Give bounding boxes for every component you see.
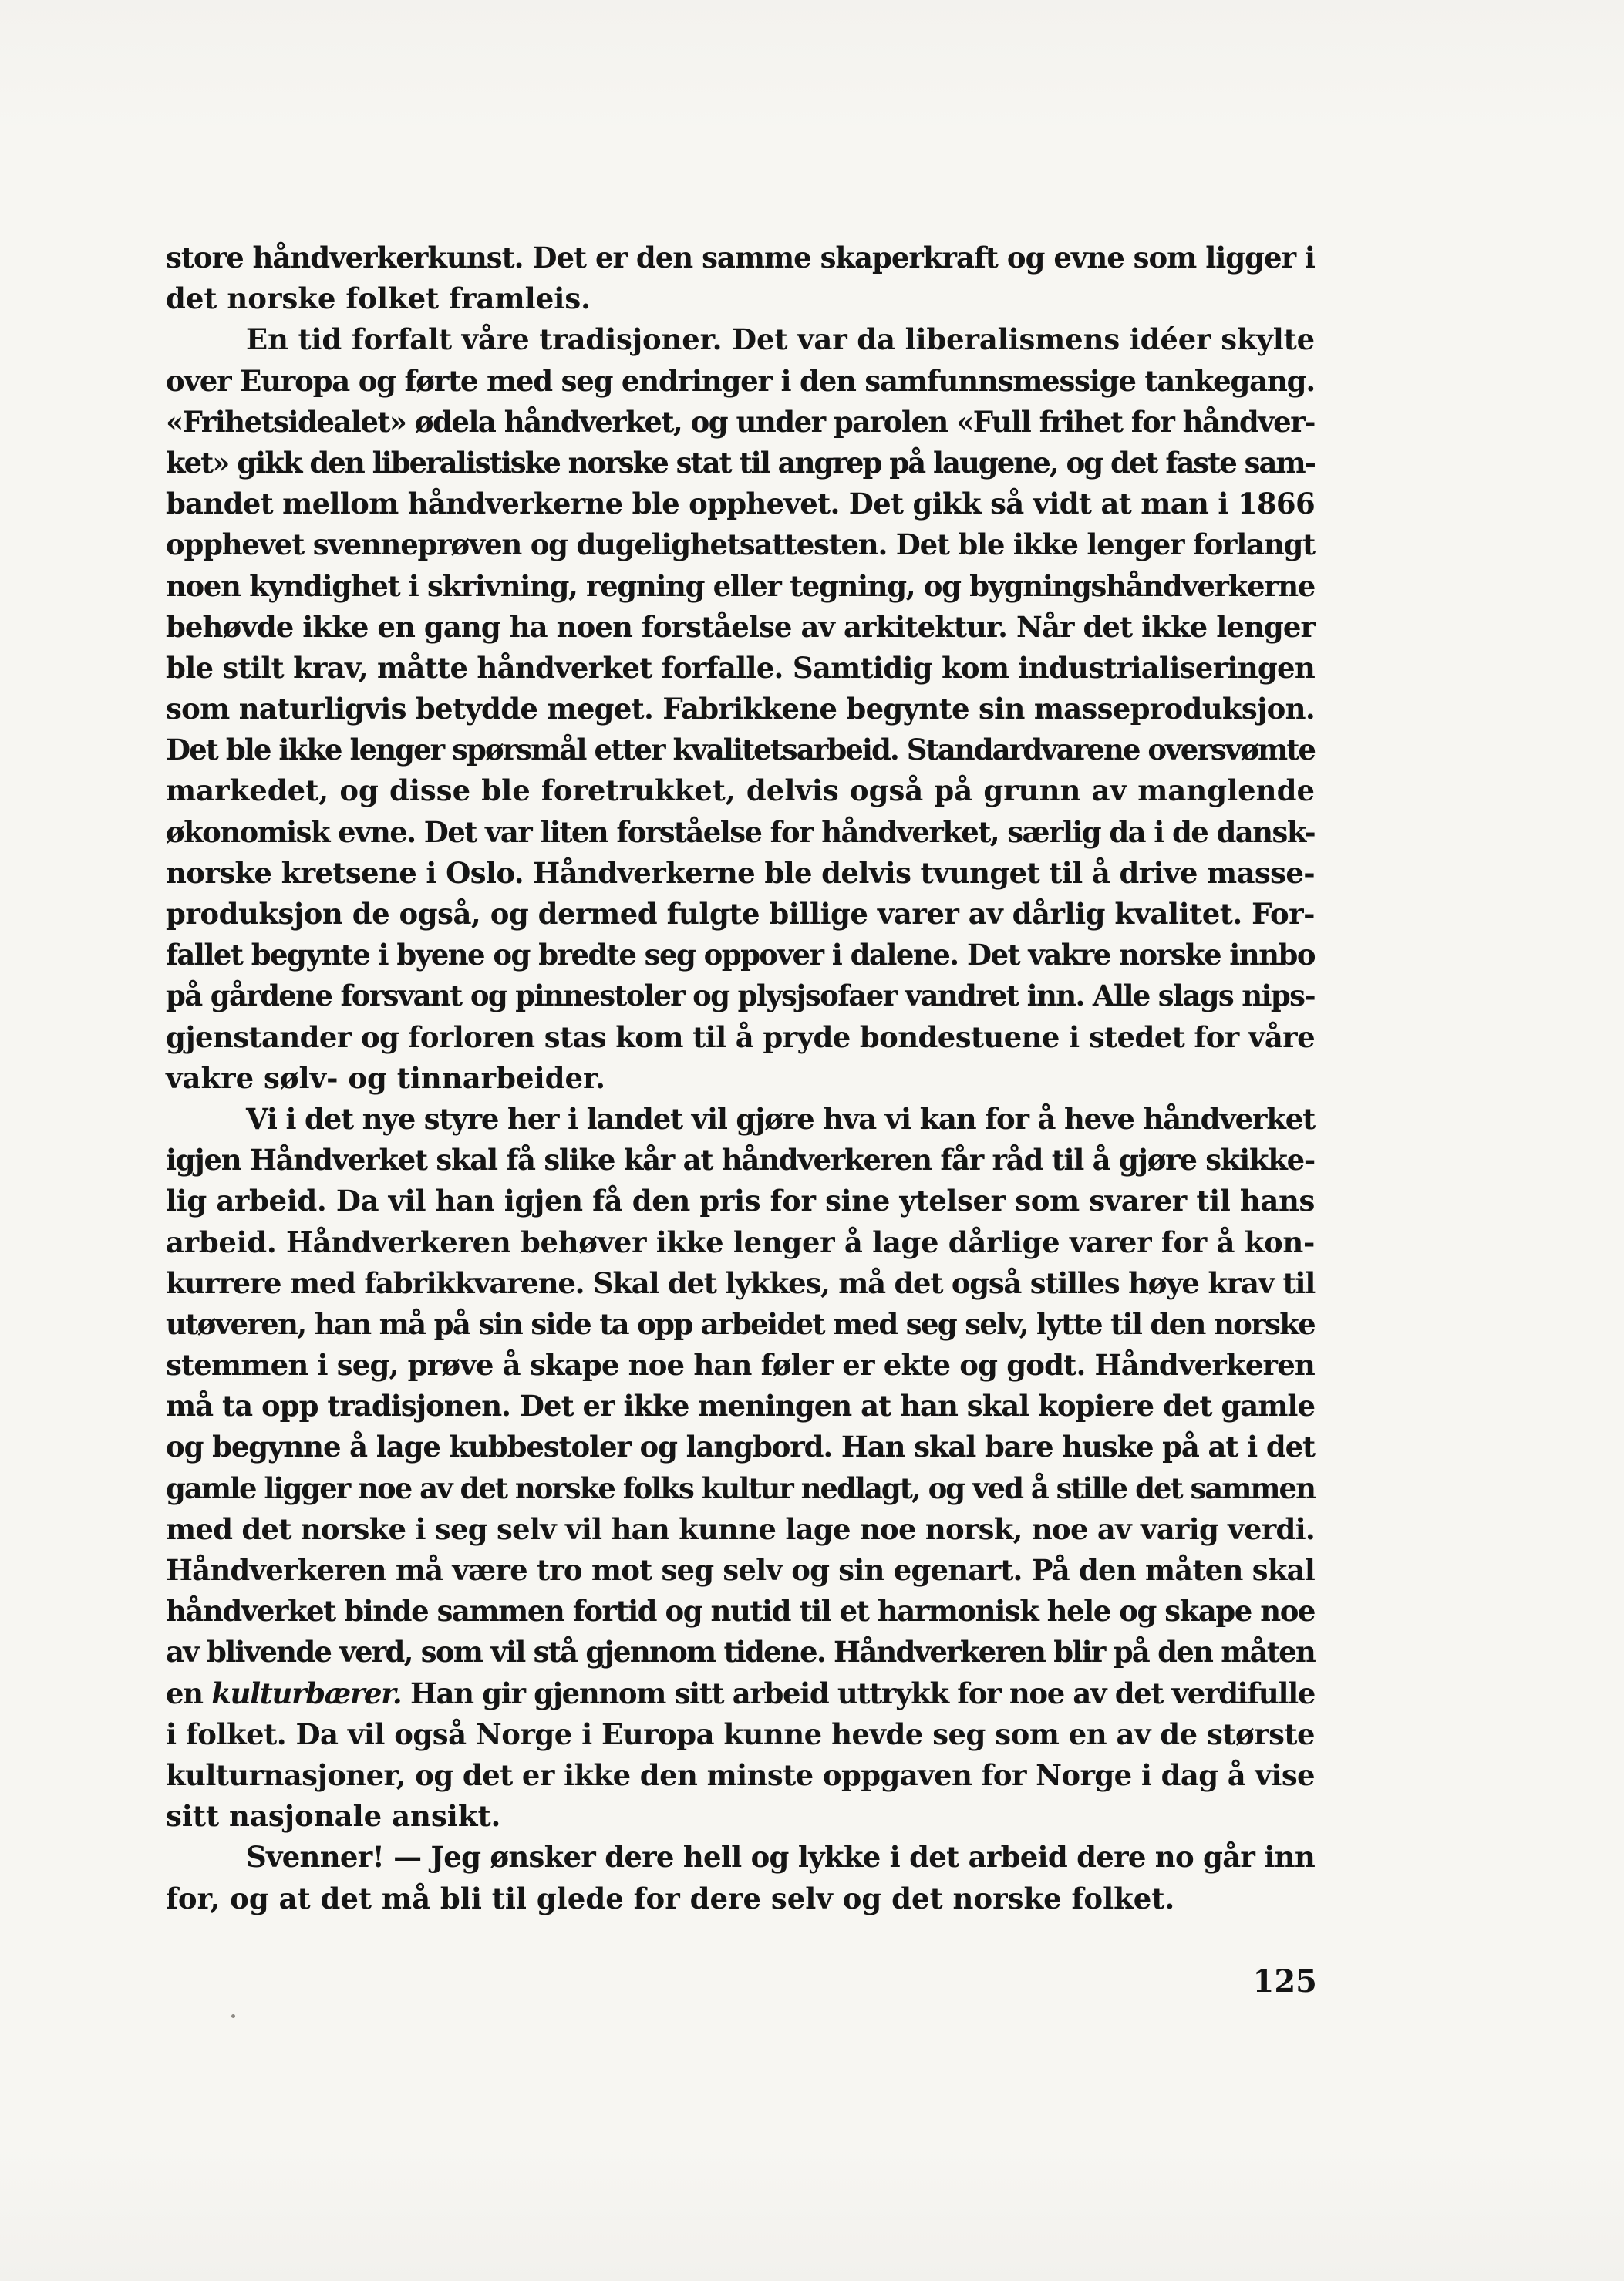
text-line: kurrere med fabrikkvarene. Skal det lykkes, må det også stilles høye krav til <box>166 1265 1315 1300</box>
text-line: økonomisk evne. Det var liten forståelse for håndverket, særlig da i de dansk- <box>166 814 1315 849</box>
text-line: må ta opp tradisjonen. Det er ikke meningen at han skal kopiere det gamle <box>166 1389 1315 1424</box>
text-line <box>166 1673 1315 1714</box>
text-line: «Frihetsidealet» ødela håndverket, og under parolen «Full frihet for håndver- <box>166 404 1315 439</box>
text-line: som naturligvis betydde meget. Fabrikkene begynte sin masseproduksjon. <box>166 692 1315 726</box>
text-line: stemmen i seg, prøve å skape noe han føler er ekte og godt. Håndverkeren <box>166 1348 1315 1383</box>
page-number: 125 <box>1252 1963 1317 2000</box>
text-line: lig arbeid. Da vil han igjen få den pris for sine ytelser som svarer til hans <box>166 1184 1316 1218</box>
text-line: gamle ligger noe av det norske folks kultur nedlagt, og ved å stille det sammen <box>166 1471 1315 1505</box>
text-line: på gårdene forsvant og pinnestoler og plysjsofaer vandret inn. Alle slags nips- <box>166 979 1315 1013</box>
text-line: og begynne å lage kubbestoler og langbord. Han skal bare huske på at i det <box>166 1430 1315 1464</box>
text-line: håndverket binde sammen fortid og nutid til et harmonisk hele og skape noe <box>166 1594 1315 1629</box>
text-line: ket» gikk den liberalistiske norske stat til angrep på laugene, og det faste sam- <box>166 445 1315 480</box>
text-line: ble stilt krav, måtte håndverket forfalle. Samtidig kom industrialiseringen <box>166 650 1315 685</box>
italic-term: kulturbærer. <box>211 1676 402 1710</box>
text-line: fallet begynte i byene og bredte seg oppover i dalene. Det vakre norske innbo <box>166 938 1315 972</box>
text-line: det norske folket framleis. <box>166 281 591 316</box>
text-line: Svenner! — Jeg ønsker dere hell og lykke i det arbeid dere no går inn <box>246 1840 1315 1875</box>
text-segment: Han gir gjennom sitt arbeid uttrykk for noe av det verdifulle <box>401 1676 1316 1710</box>
text-line: i folket. Da vil også Norge i Europa kunne hevde seg som en av de største <box>166 1717 1315 1751</box>
text-line: noen kyndighet i skrivning, regning eller tegning, og bygningshåndverkerne <box>166 568 1315 603</box>
text-line: for, og at det må bli til glede for dere selv og det norske folket. <box>166 1881 1175 1915</box>
paper-speck <box>231 2014 235 2018</box>
text-line: bandet mellom håndverkerne ble opphevet. Det gikk så vidt at man i 1866 <box>166 487 1315 521</box>
text-line: En tid forfalt våre tradisjoner. Det var da liberalismens idéer skylte <box>246 322 1315 357</box>
text-line: gjenstander og forloren stas kom til å pryde bondestuene i stedet for våre <box>166 1019 1315 1054</box>
text-line: Håndverkeren må være tro mot seg selv og sin egenart. På den måten skal <box>166 1553 1315 1587</box>
text-line: behøvde ikke en gang ha noen forståelse av arkitektur. Når det ikke lenger <box>166 609 1315 644</box>
text-line: av blivende verd, som vil stå gjennom tidene. Håndverkeren blir på den måten <box>166 1635 1315 1669</box>
text-line: sitt nasjonale ansikt. <box>166 1799 501 1834</box>
text-line: opphevet svenneprøven og dugelighetsattesten. Det ble ikke lenger forlangt <box>166 527 1315 562</box>
text-line: med det norske i seg selv vil han kunne lage noe norsk, noe av varig verdi. <box>166 1511 1315 1546</box>
text-line: norske kretsene i Oslo. Håndverkerne ble delvis tvunget til å drive masse- <box>166 855 1315 890</box>
text-line: igjen Håndverket skal få slike kår at håndverkeren får råd til å gjøre skikke- <box>166 1143 1315 1178</box>
text-line: produksjon de også, og dermed fulgte billige varer av dårlig kvalitet. For- <box>166 897 1315 931</box>
text-segment: en <box>166 1676 212 1710</box>
text-line: kulturnasjoner, og det er ikke den minste oppgaven for Norge i dag å vise <box>166 1757 1315 1792</box>
text-line: vakre sølv- og tinnarbeider. <box>166 1060 606 1095</box>
body-text <box>166 238 1315 1919</box>
text-line: store håndverkerkunst. Det er den samme skaperkraft og evne som ligger i <box>166 241 1315 275</box>
text-line: utøveren, han må på sin side ta opp arbeidet med seg selv, lytte til den norske <box>166 1306 1315 1341</box>
text-line: over Europa og førte med seg endringer i den samfunnsmessige tankegang. <box>166 363 1315 398</box>
text-line: Vi i det nye styre her i landet vil gjøre hva vi kan for å heve håndverket <box>246 1101 1315 1136</box>
text-line: arbeid. Håndverkeren behøver ikke lenger å lage dårlige varer for å kon- <box>166 1225 1315 1259</box>
text-line: Det ble ikke lenger spørsmål etter kvalitetsarbeid. Standardvarene oversvømte <box>166 733 1315 767</box>
text-line: markedet, og disse ble foretrukket, delvis også på grunn av manglende <box>166 773 1315 808</box>
